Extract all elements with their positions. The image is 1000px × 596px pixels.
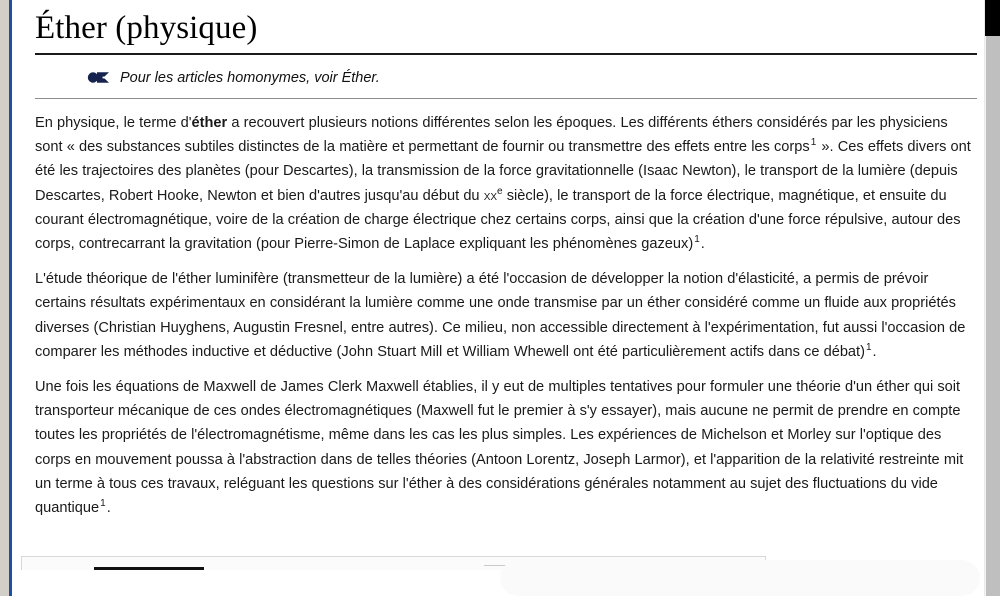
viewport-bottom-smudge: [500, 560, 980, 596]
window-left-gutter: [0, 0, 9, 596]
page-title: Éther (physique): [35, 10, 258, 46]
window-top-right-block: [985, 0, 1000, 36]
hatnote: [35, 66, 968, 90]
reference-marker[interactable]: 1: [694, 234, 700, 246]
title-divider: [35, 53, 977, 55]
paragraph-1: En physique, le terme d'éther a recouvert plusieurs notions différentes selon les époques. Les différents éthers considérés par les physiciens sont « des substances subtiles distinctes de la matière et permettant de fournir ou transmettre des effets entre les corps$^1$ ». Ces effets divers ont été les trajectoires des planètes (pour Descartes), la transmission de la force gravitationnelle (Isaac Newton), le transport de la lumière (depuis Descartes, Robert Hooke, Newton et bien d'autres jusqu'au début du $xx^e$ siècle), le transport de la force électrique, magnétique, et ensuite du courant électromagnétique, voire de la création de charge électrique chez certains corps, ainsi que la création d'une force répulsive, autour des corps, contrecarrant la gravitation (pour Pierre-Simon de Laplace expliquant les phénomènes gazeux)$^1$.: [35, 114, 971, 252]
article-content: [14, 0, 984, 596]
hatnote-divider: [35, 98, 977, 99]
paragraph-2: L'étude théorique de l'éther luminifère (transmetteur de la lumière) a été l'occasion de développer la notion d'élasticité, a permis de prévoir certains résultats expérimentaux en considérant la lumière comme une onde transmise par un éther considéré comme un fluide aux propriétés diverses (Christian Huyghens, Augustin Fresnel, entre autres). Ce milieu, non accessible directement à l'expérimentation, fut aussi l'occasion de comparer les méthodes inductive et déductive (John Stuart Mill et William Whewell ont été particulièrement actifs dans ce débat)$^1$.: [35, 271, 966, 360]
ordinal-suffix: e: [497, 185, 503, 197]
reference-marker[interactable]: 1: [865, 341, 872, 353]
hatnote-text[interactable]: Pour les articles homonymes, voir Éther.: [120, 69, 380, 86]
century-numeral: xx: [483, 187, 498, 204]
reference-marker[interactable]: 1: [810, 137, 817, 149]
vertical-scrollbar[interactable]: [985, 36, 1000, 596]
paragraph-3: Une fois les équations de Maxwell de James Clerk Maxwell établies, il y eut de multiples tentatives pour formuler une théorie d'un éther qui soit transporteur mécanique de ces ondes électromagnétiques (Maxwell fut le premier à s'y essayer), mais aucune ne permit de prendre en compte toutes les propriétés de l'électromagnétisme, même dans les cas les plus simples. Les expériences de Michelson et Morley sur l'optique des corps en mouvement poussa à l'abstraction dans de telles théories (Antoon Lorentz, Joseph Larmor), et l'apparition de la relativité restreinte mit un terme à tous ces travaux, reléguant les questions sur l'éther à des considérations générales notamment au sujet des fluctuations du vide quantique$^1$.: [35, 378, 964, 516]
bold-term: éther: [191, 114, 228, 131]
rellink-arrow-icon: [87, 70, 111, 85]
reference-marker[interactable]: 1: [100, 498, 106, 510]
